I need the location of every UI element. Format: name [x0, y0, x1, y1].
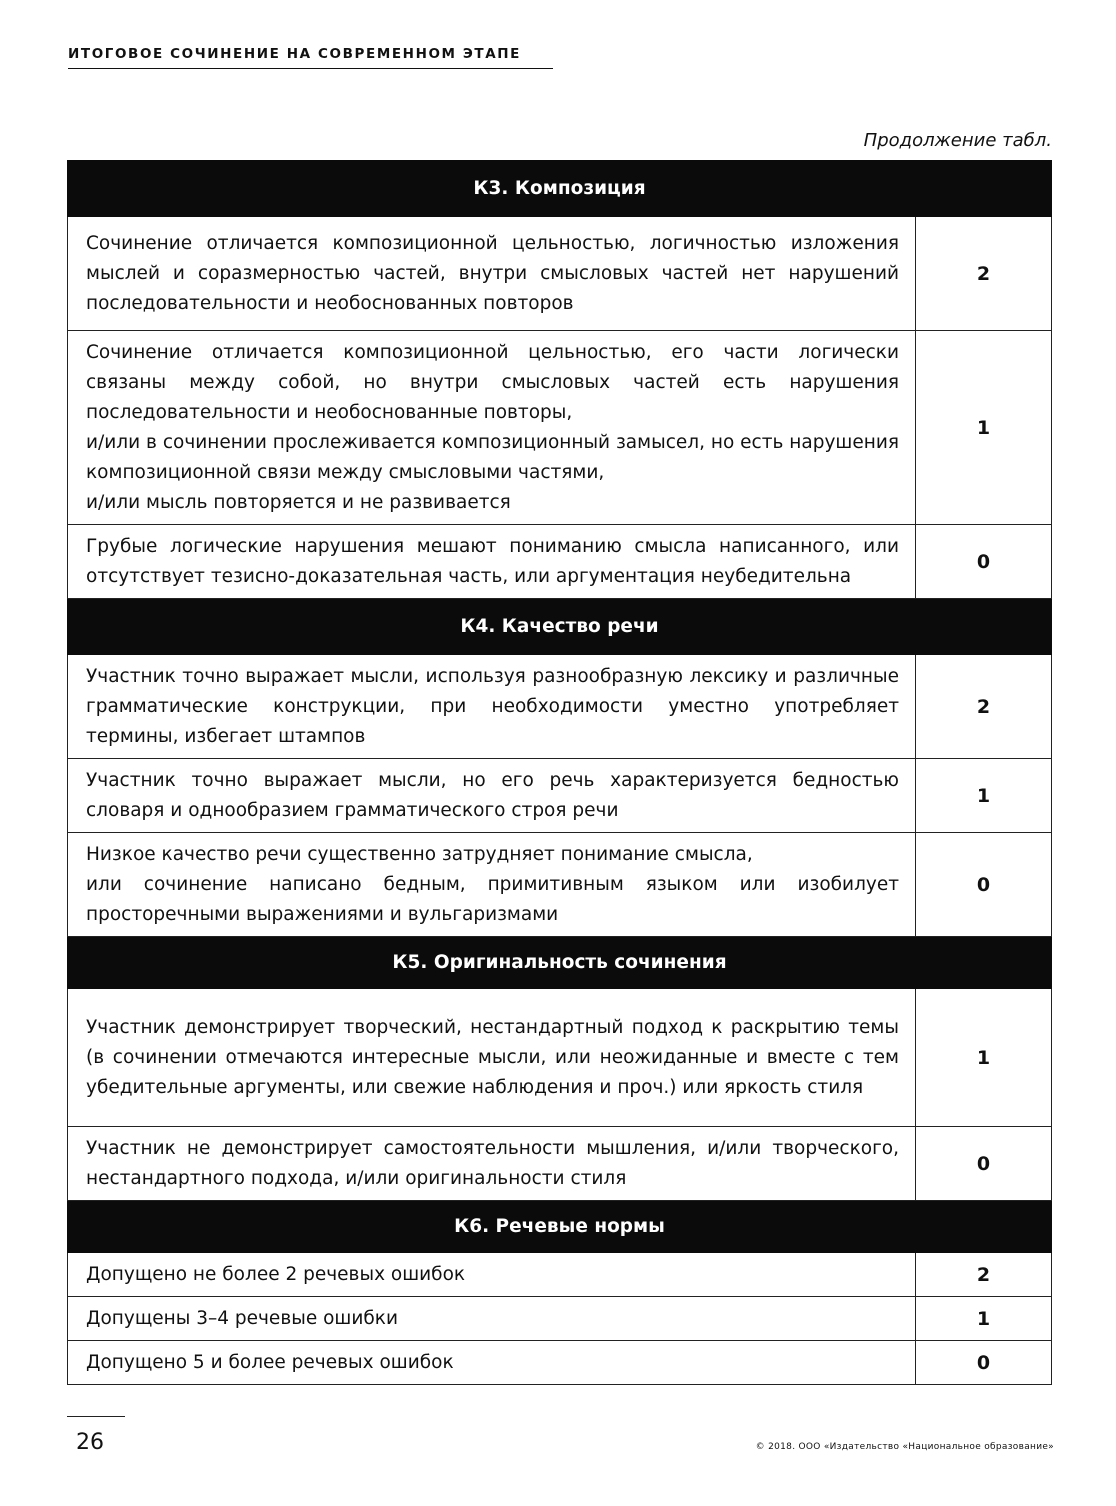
- criteria-row: [68, 833, 1052, 937]
- criterion-description: Сочинение отличается композиционной цельностью, логичностью изложения мыслей и соразмерностью частей, внутри смысловых частей нет нарушений последовательности и необоснованных повторов: [68, 217, 916, 331]
- criteria-row: [68, 759, 1052, 833]
- criterion-score: 1: [916, 331, 1052, 525]
- criteria-table: [67, 160, 1052, 1385]
- criteria-row: [68, 1253, 1052, 1297]
- criteria-row: [68, 655, 1052, 759]
- section-title: К6. Речевые нормы: [68, 1201, 1052, 1253]
- page-number: 26: [76, 1430, 104, 1455]
- section-title: К4. Качество речи: [68, 599, 1052, 655]
- criterion-description: Участник точно выражает мысли, используя разнообразную лексику и различные грамматические конструкции, при необходимости уместно употребляет термины, избегает штампов: [68, 655, 916, 759]
- criterion-description: Участник не демонстрирует самостоятельности мышления, и/или творческого, нестандартного подхода, и/или оригинальности стиля: [68, 1127, 916, 1201]
- criterion-score: 2: [916, 655, 1052, 759]
- criteria-row: [68, 331, 1052, 525]
- section-header-k6: [68, 1201, 1052, 1253]
- criterion-score: 1: [916, 1297, 1052, 1341]
- criterion-score: 1: [916, 759, 1052, 833]
- criterion-score: 0: [916, 1127, 1052, 1201]
- criterion-description: Допущено 5 и более речевых ошибок: [68, 1341, 916, 1385]
- criterion-description: Участник демонстрирует творческий, нестандартный подход к раскрытию темы (в сочинении отмечаются интересные мысли, или неожиданные и вместе с тем убедительные аргументы, или свежие наблюдения и проч.) или яркость стиля: [68, 989, 916, 1127]
- criteria-row: [68, 989, 1052, 1127]
- running-head: ИТОГОВОЕ СОЧИНЕНИЕ НА СОВРЕМЕННОМ ЭТАПЕ: [68, 46, 553, 69]
- criterion-description: Низкое качество речи существенно затрудняет понимание смысла, или сочинение написано бедным, примитивным языком или изобилует просторечными выражениями и вульгаризмами: [68, 833, 916, 937]
- criterion-description: Сочинение отличается композиционной цельностью, его части логически связаны между собой, но внутри смысловых частей есть нарушения последовательности и необоснованные повторы, и/или в сочинении прослеживается композиционный замысел, но есть нарушения композиционной связи между смысловыми частями, и/или мысль повторяется и не развивается: [68, 331, 916, 525]
- criterion-description: Грубые логические нарушения мешают пониманию смысла написанного, или отсутствует тезисно-доказательная часть, или аргументация неубедительна: [68, 525, 916, 599]
- table-continuation-label: Продолжение табл.: [863, 130, 1052, 151]
- criterion-score: 2: [916, 1253, 1052, 1297]
- section-title: К3. Композиция: [68, 161, 1052, 217]
- criterion-description: Участник точно выражает мысли, но его речь характеризуется бедностью словаря и однообразием грамматического строя речи: [68, 759, 916, 833]
- criterion-score: 0: [916, 1341, 1052, 1385]
- copyright-notice: © 2018. ООО «Издательство «Национальное образование»: [755, 1442, 1054, 1452]
- criterion-score: 0: [916, 833, 1052, 937]
- criteria-row: [68, 217, 1052, 331]
- criteria-row: [68, 1341, 1052, 1385]
- criterion-description: Допущены 3–4 речевые ошибки: [68, 1297, 916, 1341]
- criterion-score: 1: [916, 989, 1052, 1127]
- section-header-k3: [68, 161, 1052, 217]
- criterion-description: Допущено не более 2 речевых ошибок: [68, 1253, 916, 1297]
- section-title: К5. Оригинальность сочинения: [68, 937, 1052, 989]
- criteria-row: [68, 1127, 1052, 1201]
- footer-divider: [67, 1416, 125, 1417]
- criteria-row: [68, 1297, 1052, 1341]
- criteria-row: [68, 525, 1052, 599]
- criterion-score: 2: [916, 217, 1052, 331]
- section-header-k4: [68, 599, 1052, 655]
- criterion-score: 0: [916, 525, 1052, 599]
- section-header-k5: [68, 937, 1052, 989]
